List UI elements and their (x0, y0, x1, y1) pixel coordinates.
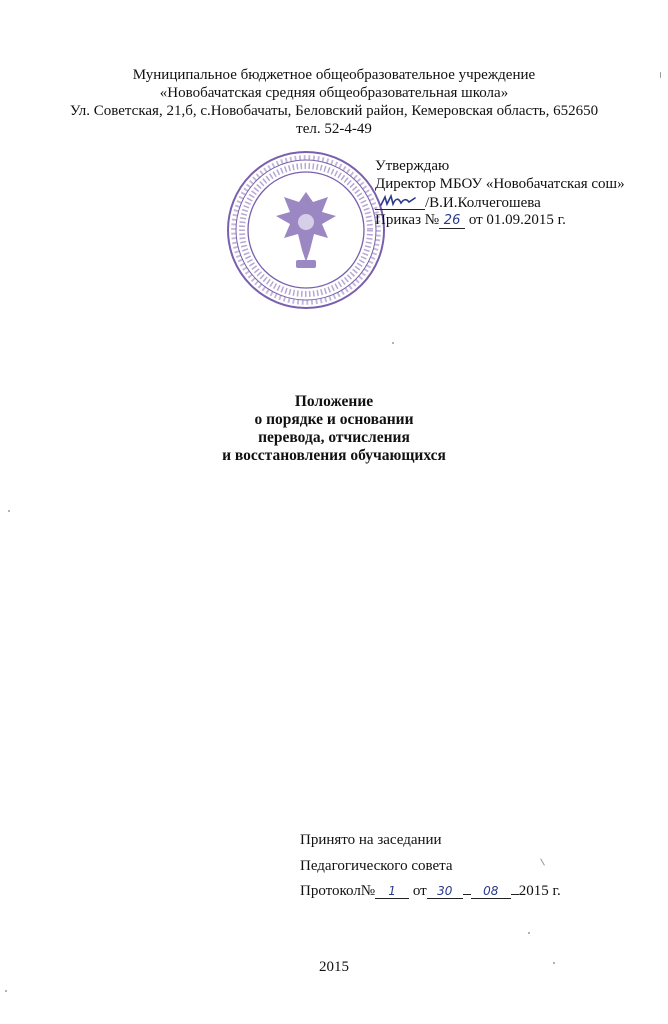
director-signature-line (375, 193, 541, 212)
school-phone: тел. 52-4-49 (296, 121, 372, 137)
scan-speck (8, 510, 10, 512)
document-title: Положение (294, 393, 374, 410)
scan-speck (540, 858, 545, 865)
protocol-year: 2015 г. (518, 883, 561, 899)
scan-speck (660, 72, 661, 78)
date-separator (463, 894, 471, 895)
protocol-from-label: от (412, 883, 427, 899)
date-separator (511, 894, 519, 895)
document-subtitle-3: и восстановления обучающихся (222, 447, 446, 464)
official-seal (218, 142, 394, 318)
document-year: 2015 (319, 959, 349, 975)
protocol-day: 30 (427, 884, 463, 899)
director-signature-icon (375, 193, 425, 210)
school-name: «Новобачатская средняя общеобразовательная школа» (159, 85, 509, 101)
director-name: /В.И.Колчегошева (425, 195, 541, 211)
scan-speck (5, 990, 7, 992)
document-subtitle-2: перевода, отчисления (258, 429, 410, 446)
school-address: Ул. Советская, 21,б, с.Новобачаты, Беловский район, Кемеровская область, 652650 (69, 103, 599, 119)
scan-speck (528, 932, 530, 934)
order-line (375, 211, 566, 229)
institution-name: Муниципальное бюджетное общеобразовательное учреждение (132, 67, 536, 83)
accepted-label: Принято на заседании (300, 832, 442, 848)
scan-speck (553, 962, 555, 964)
scan-speck (392, 342, 394, 344)
protocol-number: 1 (375, 884, 409, 899)
protocol-prefix: Протокол№ (300, 883, 376, 899)
protocol-month: 08 (471, 884, 511, 899)
approval-label: Утверждаю (375, 158, 450, 174)
order-number: 26 (439, 214, 465, 229)
director-position: Директор МБОУ «Новобачатская сош» (375, 176, 625, 192)
protocol-line (300, 882, 561, 900)
order-date: от 01.09.2015 г. (468, 212, 566, 228)
order-prefix: Приказ № (375, 212, 440, 228)
document-subtitle-1: о порядке и основании (254, 411, 414, 428)
council-name: Педагогического совета (300, 858, 453, 874)
